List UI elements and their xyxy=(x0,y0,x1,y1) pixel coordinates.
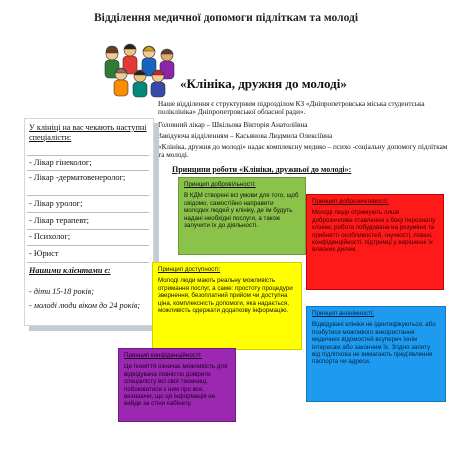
specialists-sidebar xyxy=(24,118,154,326)
principle-text: Це поняття означає можливість для відвідувача повністю довірити спеціалісту всі свої таємниці, побоюватися з ним про все, визнаючи, що ця інформація не вийде за стіни кабінету. xyxy=(124,363,228,408)
divider xyxy=(27,262,149,263)
clients-heading: Нашими клієнтами є: xyxy=(29,266,111,275)
divider xyxy=(27,155,149,156)
department-head: Завідуюча відділенням – Касьянова Людмила Олексіївна xyxy=(158,132,333,140)
page-title: Відділення медичної допомоги підліткам та молоді xyxy=(93,12,359,24)
principle-accessibility-box xyxy=(152,262,302,350)
divider xyxy=(27,229,149,230)
specialist-item: - Психолог; xyxy=(29,232,71,241)
specialists-heading: У клініці на вас чекають наступні спеціалісти: xyxy=(29,123,147,142)
principle-title: Принцип доступності: xyxy=(158,266,221,273)
clinic-description: «Клініка, дружня до молоді» надає комплексну медико – психо -соціальну допомогу підліткам та молоді. xyxy=(158,143,448,160)
principle-text: Відвідувачі клініки не ідентифікуються, або позбутися можливого використання медичних відомостей всупереч їхнім інтересам або законним їх. Згідно запиту від підліткова не вимагають пред'явлення паспорта чи адреси. xyxy=(312,321,436,366)
principle-friendly-box xyxy=(306,194,444,290)
group-of-people-icon xyxy=(96,40,184,98)
principle-confidentiality-box xyxy=(118,348,236,422)
principle-title: Принцип анонімності: xyxy=(312,310,375,317)
clinic-subtitle: «Клініка, дружня до молоді» xyxy=(180,76,347,91)
divider xyxy=(27,195,149,196)
principle-title: Принцип доброзичливості: xyxy=(312,198,389,205)
head-doctor: Головний лікар – Шкільова Вікторія Анатоліївна xyxy=(158,121,308,129)
specialist-item: - Юрист xyxy=(29,249,59,258)
principle-title: Принцип конфіденційності: xyxy=(124,352,202,359)
intro-paragraph: Наше відділення є структурним підрозділом КЗ «Дніпропетровська міська студентська поліклініка» Дніпропетровської обласної ради». xyxy=(158,100,425,117)
specialist-item: - Лікар терапевт; xyxy=(29,216,89,225)
principle-title: Принцип добровільності: xyxy=(184,181,256,188)
client-item: - молоді люди віком до 24 років; xyxy=(29,301,141,310)
divider xyxy=(27,212,149,213)
principle-voluntary-box xyxy=(178,177,306,255)
principles-heading: Принципи роботи «Клініки, дружньої до молоді»: xyxy=(172,165,352,174)
client-item: - діти 15-18 років; xyxy=(29,287,94,296)
principle-text: Молоді люди отримують лише доброзичливе ставлення з боку персоналу клініки, робота побудована на розумінні та прийнятті особливостей, гнучкості, повазі, конфіденційності, підтримці у вирішенні їх власних дилем. xyxy=(312,209,436,254)
principle-anonymity-box xyxy=(306,306,446,402)
principle-text: В КДМ створені всі умови для того, щоб свідомо, самостійно направити молодих людей у клініку, де їм будуть надані необхідні послуги, а також залучити їх до діяльності. xyxy=(184,192,299,230)
divider xyxy=(27,245,149,246)
specialist-item: - Лікар уролог; xyxy=(29,199,83,208)
specialist-item: - Лікар гінеколог; xyxy=(29,158,92,167)
principle-text: Молоді люди мають реальну можливість отримання послуг, а саме: простоту процедури звернення, безоплатний прийом чи доступна ціна, комплексність допомоги, яка надається, можливість одержати додаткову інформацію. xyxy=(158,277,293,315)
specialist-item: - Лікар -дерматовенеролог; xyxy=(29,173,126,182)
divider xyxy=(27,170,149,171)
